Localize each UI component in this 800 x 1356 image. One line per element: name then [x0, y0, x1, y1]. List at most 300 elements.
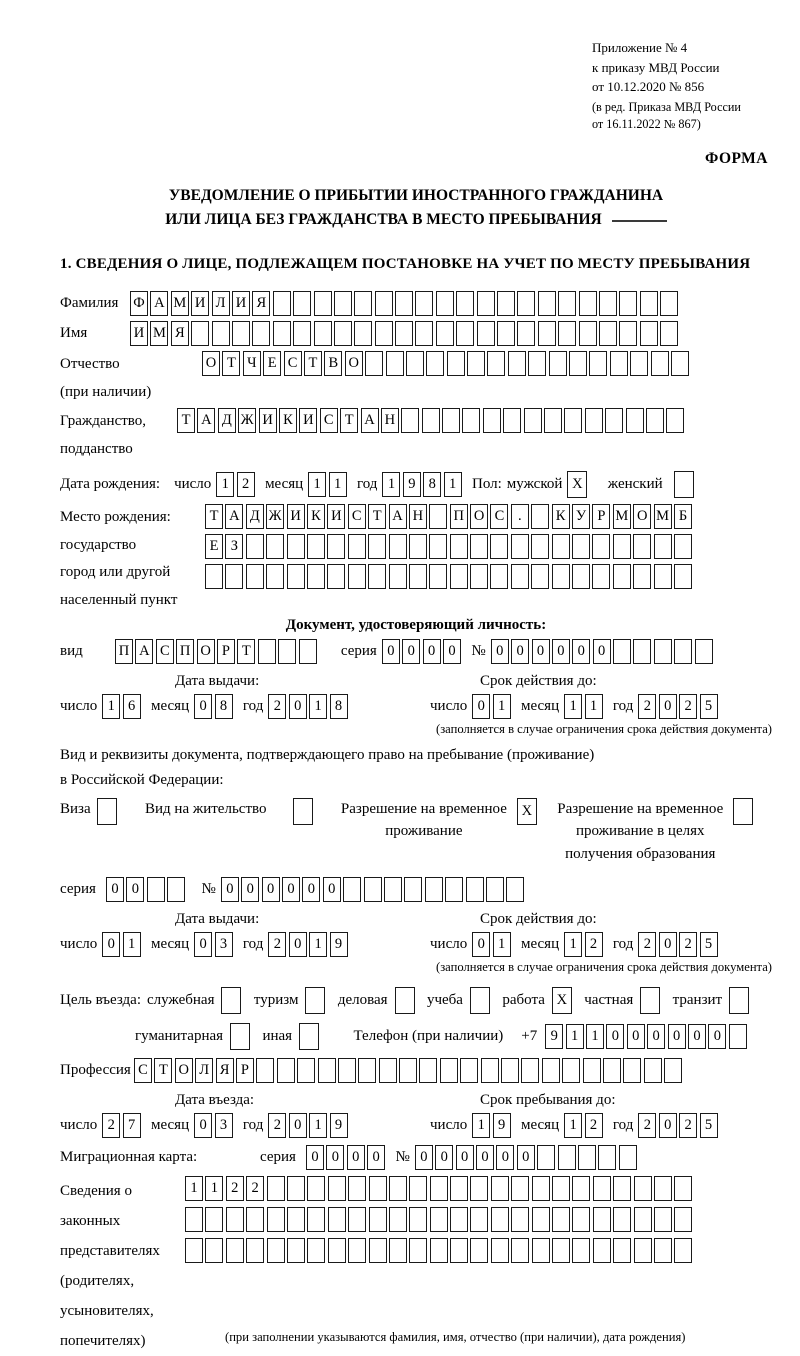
char-box[interactable] — [532, 1238, 550, 1263]
char-box[interactable]: 6 — [123, 694, 141, 719]
char-box[interactable] — [501, 1058, 519, 1083]
char-box[interactable]: 0 — [708, 1024, 726, 1049]
char-box[interactable]: 0 — [289, 694, 307, 719]
char-box[interactable] — [599, 291, 617, 316]
char-box[interactable] — [287, 564, 305, 589]
char-box[interactable]: X — [517, 798, 537, 825]
char-box[interactable]: П — [450, 504, 468, 529]
char-box[interactable]: П — [115, 639, 133, 664]
char-box[interactable]: И — [327, 504, 345, 529]
char-box[interactable] — [354, 291, 372, 316]
char-box[interactable]: И — [299, 408, 317, 433]
char-box[interactable] — [654, 564, 672, 589]
char-box[interactable] — [307, 1207, 325, 1232]
char-box[interactable] — [267, 1176, 285, 1201]
char-box[interactable] — [511, 564, 529, 589]
char-box[interactable] — [558, 291, 576, 316]
other-checkbox[interactable] — [299, 1023, 321, 1050]
char-box[interactable]: С — [348, 504, 366, 529]
char-box[interactable] — [334, 291, 352, 316]
char-box[interactable]: 2 — [638, 1113, 656, 1138]
doc-series-input[interactable] — [382, 639, 464, 664]
char-box[interactable]: 1 — [564, 932, 582, 957]
birth-day-input[interactable] — [216, 472, 257, 497]
char-box[interactable] — [267, 1238, 285, 1263]
char-box[interactable] — [365, 351, 383, 376]
char-box[interactable]: С — [284, 351, 302, 376]
char-box[interactable] — [327, 564, 345, 589]
char-box[interactable] — [490, 564, 508, 589]
char-box[interactable] — [185, 1207, 203, 1232]
char-box[interactable] — [246, 534, 264, 559]
residence-expiry-day-input[interactable] — [472, 932, 513, 957]
char-box[interactable]: 1 — [493, 694, 511, 719]
char-box[interactable] — [225, 564, 243, 589]
char-box[interactable] — [593, 1176, 611, 1201]
char-box[interactable] — [619, 321, 637, 346]
char-box[interactable] — [634, 1238, 652, 1263]
char-box[interactable] — [456, 291, 474, 316]
char-box[interactable]: 1 — [205, 1176, 223, 1201]
char-box[interactable] — [613, 1207, 631, 1232]
char-box[interactable]: X — [567, 471, 587, 498]
char-box[interactable]: Р — [236, 1058, 254, 1083]
char-box[interactable] — [375, 291, 393, 316]
char-box[interactable]: 1 — [382, 472, 400, 497]
char-box[interactable]: Р — [592, 504, 610, 529]
char-box[interactable]: 0 — [627, 1024, 645, 1049]
residence-series-input[interactable] — [106, 877, 188, 902]
char-box[interactable] — [613, 564, 631, 589]
char-box[interactable]: Т — [368, 504, 386, 529]
char-box[interactable] — [511, 1238, 529, 1263]
char-box[interactable] — [429, 564, 447, 589]
residence-issue-day-input[interactable] — [102, 932, 143, 957]
char-box[interactable] — [654, 1176, 672, 1201]
char-box[interactable] — [430, 1176, 448, 1201]
char-box[interactable]: Т — [304, 351, 322, 376]
work-checkbox[interactable] — [552, 987, 574, 1014]
char-box[interactable] — [147, 877, 165, 902]
char-box[interactable]: 1 — [566, 1024, 584, 1049]
char-box[interactable] — [266, 534, 284, 559]
char-box[interactable] — [544, 408, 562, 433]
char-box[interactable]: 0 — [472, 694, 490, 719]
char-box[interactable] — [384, 877, 402, 902]
char-box[interactable] — [552, 1238, 570, 1263]
char-box[interactable] — [369, 1238, 387, 1263]
char-box[interactable]: 1 — [329, 472, 347, 497]
char-box[interactable] — [389, 564, 407, 589]
char-box[interactable] — [185, 1238, 203, 1263]
male-checkbox[interactable] — [567, 471, 589, 498]
char-box[interactable]: К — [279, 408, 297, 433]
char-box[interactable] — [599, 321, 617, 346]
char-box[interactable] — [436, 321, 454, 346]
char-box[interactable] — [524, 408, 542, 433]
issue-month-input[interactable] — [194, 694, 235, 719]
char-box[interactable]: 2 — [268, 694, 286, 719]
char-box[interactable] — [552, 564, 570, 589]
char-box[interactable] — [549, 351, 567, 376]
patronymic-input[interactable] — [202, 351, 691, 376]
char-box[interactable]: 5 — [700, 1113, 718, 1138]
char-box[interactable] — [572, 1176, 590, 1201]
char-box[interactable] — [252, 321, 270, 346]
char-box[interactable] — [419, 1058, 437, 1083]
char-box[interactable]: Б — [674, 504, 692, 529]
char-box[interactable] — [450, 1207, 468, 1232]
char-box[interactable]: И — [259, 408, 277, 433]
char-box[interactable] — [470, 1176, 488, 1201]
char-box[interactable] — [401, 408, 419, 433]
residence-permit-checkbox[interactable] — [293, 798, 315, 825]
char-box[interactable] — [430, 1207, 448, 1232]
char-box[interactable] — [619, 291, 637, 316]
char-box[interactable] — [491, 1238, 509, 1263]
profession-input[interactable] — [134, 1058, 685, 1083]
char-box[interactable] — [660, 321, 678, 346]
char-box[interactable]: 8 — [330, 694, 348, 719]
char-box[interactable] — [633, 639, 651, 664]
char-box[interactable] — [415, 321, 433, 346]
char-box[interactable] — [232, 321, 250, 346]
char-box[interactable] — [654, 639, 672, 664]
char-box[interactable] — [511, 534, 529, 559]
char-box[interactable] — [267, 1207, 285, 1232]
char-box[interactable] — [389, 1238, 407, 1263]
char-box[interactable] — [633, 534, 651, 559]
char-box[interactable] — [613, 1176, 631, 1201]
char-box[interactable]: 0 — [194, 1113, 212, 1138]
char-box[interactable]: 2 — [268, 932, 286, 957]
transit-checkbox[interactable] — [729, 987, 751, 1014]
char-box[interactable] — [389, 1176, 407, 1201]
char-box[interactable]: 0 — [443, 639, 461, 664]
char-box[interactable] — [579, 321, 597, 346]
char-box[interactable] — [542, 1058, 560, 1083]
char-box[interactable] — [490, 534, 508, 559]
char-box[interactable]: 0 — [241, 877, 259, 902]
stay-day-input[interactable] — [472, 1113, 513, 1138]
char-box[interactable] — [97, 798, 117, 825]
char-box[interactable]: А — [361, 408, 379, 433]
char-box[interactable]: 0 — [323, 877, 341, 902]
char-box[interactable] — [348, 1207, 366, 1232]
char-box[interactable]: 5 — [700, 932, 718, 957]
char-box[interactable] — [583, 1058, 601, 1083]
char-box[interactable] — [532, 1176, 550, 1201]
char-box[interactable]: 0 — [262, 877, 280, 902]
char-box[interactable] — [299, 1023, 319, 1050]
char-box[interactable] — [277, 1058, 295, 1083]
char-box[interactable] — [307, 564, 325, 589]
char-box[interactable]: О — [202, 351, 220, 376]
char-box[interactable] — [318, 1058, 336, 1083]
char-box[interactable] — [442, 408, 460, 433]
char-box[interactable]: 7 — [123, 1113, 141, 1138]
char-box[interactable] — [328, 1207, 346, 1232]
representatives-input-1[interactable] — [185, 1176, 695, 1201]
char-box[interactable]: 0 — [517, 1145, 535, 1170]
char-box[interactable] — [470, 987, 490, 1014]
char-box[interactable] — [477, 321, 495, 346]
char-box[interactable] — [674, 1238, 692, 1263]
char-box[interactable] — [521, 1058, 539, 1083]
char-box[interactable] — [334, 321, 352, 346]
residence-expiry-month-input[interactable] — [564, 932, 605, 957]
char-box[interactable] — [287, 534, 305, 559]
char-box[interactable] — [497, 321, 515, 346]
char-box[interactable] — [287, 1176, 305, 1201]
char-box[interactable] — [552, 1176, 570, 1201]
char-box[interactable] — [415, 291, 433, 316]
birth-year-input[interactable] — [382, 472, 464, 497]
char-box[interactable]: И — [232, 291, 250, 316]
char-box[interactable]: О — [633, 504, 651, 529]
birthplace-input-2[interactable] — [205, 534, 694, 559]
char-box[interactable] — [395, 321, 413, 346]
char-box[interactable] — [532, 1207, 550, 1232]
expiry-year-input[interactable] — [638, 694, 720, 719]
expiry-day-input[interactable] — [472, 694, 513, 719]
stay-year-input[interactable] — [638, 1113, 720, 1138]
char-box[interactable] — [212, 321, 230, 346]
char-box[interactable] — [593, 1207, 611, 1232]
birth-month-input[interactable] — [308, 472, 349, 497]
char-box[interactable]: 3 — [215, 932, 233, 957]
residence-expiry-year-input[interactable] — [638, 932, 720, 957]
char-box[interactable] — [293, 291, 311, 316]
char-box[interactable]: Р — [217, 639, 235, 664]
char-box[interactable]: О — [197, 639, 215, 664]
char-box[interactable] — [348, 1176, 366, 1201]
char-box[interactable]: 0 — [402, 639, 420, 664]
char-box[interactable] — [531, 564, 549, 589]
surname-input[interactable] — [130, 291, 681, 316]
char-box[interactable]: Н — [409, 504, 427, 529]
char-box[interactable] — [470, 564, 488, 589]
char-box[interactable]: 9 — [330, 1113, 348, 1138]
char-box[interactable] — [654, 1207, 672, 1232]
char-box[interactable]: 2 — [585, 932, 603, 957]
doc-number-input[interactable] — [491, 639, 715, 664]
char-box[interactable] — [486, 877, 504, 902]
char-box[interactable]: 0 — [572, 639, 590, 664]
char-box[interactable] — [660, 291, 678, 316]
char-box[interactable] — [470, 1238, 488, 1263]
char-box[interactable] — [674, 1207, 692, 1232]
char-box[interactable] — [569, 351, 587, 376]
char-box[interactable] — [562, 1058, 580, 1083]
private-checkbox[interactable] — [640, 987, 662, 1014]
char-box[interactable] — [422, 408, 440, 433]
char-box[interactable]: 2 — [638, 694, 656, 719]
char-box[interactable]: У — [572, 504, 590, 529]
char-box[interactable] — [462, 408, 480, 433]
char-box[interactable]: 1 — [444, 472, 462, 497]
char-box[interactable]: 1 — [123, 932, 141, 957]
char-box[interactable]: И — [287, 504, 305, 529]
char-box[interactable] — [477, 291, 495, 316]
humanitarian-checkbox[interactable] — [230, 1023, 252, 1050]
char-box[interactable]: М — [654, 504, 672, 529]
char-box[interactable] — [651, 351, 669, 376]
char-box[interactable]: 0 — [552, 639, 570, 664]
char-box[interactable] — [592, 564, 610, 589]
char-box[interactable] — [572, 1207, 590, 1232]
char-box[interactable]: Е — [263, 351, 281, 376]
char-box[interactable] — [426, 351, 444, 376]
char-box[interactable] — [230, 1023, 250, 1050]
issue-year-input[interactable] — [268, 694, 350, 719]
char-box[interactable]: М — [150, 321, 168, 346]
char-box[interactable] — [307, 1238, 325, 1263]
char-box[interactable] — [258, 639, 276, 664]
char-box[interactable] — [348, 534, 366, 559]
char-box[interactable]: 0 — [491, 639, 509, 664]
char-box[interactable] — [585, 408, 603, 433]
char-box[interactable] — [626, 408, 644, 433]
citizenship-input[interactable] — [177, 408, 687, 433]
char-box[interactable] — [368, 564, 386, 589]
char-box[interactable] — [409, 564, 427, 589]
char-box[interactable] — [287, 1207, 305, 1232]
char-box[interactable] — [293, 798, 313, 825]
char-box[interactable]: 0 — [289, 1113, 307, 1138]
char-box[interactable]: . — [511, 504, 529, 529]
expiry-month-input[interactable] — [564, 694, 605, 719]
char-box[interactable]: 0 — [688, 1024, 706, 1049]
char-box[interactable]: Д — [246, 504, 264, 529]
char-box[interactable]: 0 — [415, 1145, 433, 1170]
char-box[interactable] — [598, 1145, 616, 1170]
char-box[interactable] — [399, 1058, 417, 1083]
char-box[interactable] — [450, 1238, 468, 1263]
char-box[interactable]: 0 — [326, 1145, 344, 1170]
char-box[interactable]: 0 — [306, 1145, 324, 1170]
char-box[interactable] — [348, 1238, 366, 1263]
char-box[interactable]: 0 — [289, 932, 307, 957]
char-box[interactable] — [470, 1207, 488, 1232]
char-box[interactable] — [646, 408, 664, 433]
char-box[interactable]: 0 — [659, 1113, 677, 1138]
char-box[interactable] — [671, 351, 689, 376]
char-box[interactable]: 0 — [106, 877, 124, 902]
char-box[interactable]: 0 — [282, 877, 300, 902]
char-box[interactable] — [409, 534, 427, 559]
char-box[interactable] — [409, 1176, 427, 1201]
char-box[interactable] — [592, 534, 610, 559]
char-box[interactable] — [266, 564, 284, 589]
char-box[interactable]: 0 — [606, 1024, 624, 1049]
char-box[interactable]: 0 — [476, 1145, 494, 1170]
char-box[interactable]: 0 — [221, 877, 239, 902]
char-box[interactable] — [348, 564, 366, 589]
char-box[interactable] — [564, 408, 582, 433]
char-box[interactable]: А — [135, 639, 153, 664]
char-box[interactable] — [531, 534, 549, 559]
char-box[interactable] — [619, 1145, 637, 1170]
char-box[interactable]: Ч — [243, 351, 261, 376]
char-box[interactable]: Д — [218, 408, 236, 433]
char-box[interactable]: 2 — [679, 694, 697, 719]
char-box[interactable] — [226, 1238, 244, 1263]
char-box[interactable]: 9 — [330, 932, 348, 957]
char-box[interactable] — [666, 408, 684, 433]
char-box[interactable] — [630, 351, 648, 376]
char-box[interactable]: К — [552, 504, 570, 529]
char-box[interactable]: 8 — [215, 694, 233, 719]
char-box[interactable] — [528, 351, 546, 376]
char-box[interactable]: 8 — [423, 472, 441, 497]
char-box[interactable]: О — [175, 1058, 193, 1083]
char-box[interactable]: А — [389, 504, 407, 529]
char-box[interactable] — [406, 351, 424, 376]
char-box[interactable] — [640, 321, 658, 346]
char-box[interactable] — [491, 1207, 509, 1232]
char-box[interactable]: В — [324, 351, 342, 376]
char-box[interactable] — [389, 1207, 407, 1232]
char-box[interactable]: 2 — [226, 1176, 244, 1201]
char-box[interactable] — [538, 291, 556, 316]
temp-residence-checkbox[interactable] — [517, 798, 539, 825]
char-box[interactable] — [654, 534, 672, 559]
migration-number-input[interactable] — [415, 1145, 639, 1170]
char-box[interactable] — [389, 534, 407, 559]
char-box[interactable] — [328, 1176, 346, 1201]
char-box[interactable] — [579, 291, 597, 316]
char-box[interactable] — [429, 534, 447, 559]
char-box[interactable] — [246, 1238, 264, 1263]
char-box[interactable] — [429, 504, 447, 529]
char-box[interactable] — [314, 291, 332, 316]
char-box[interactable]: 0 — [511, 639, 529, 664]
char-box[interactable]: 2 — [268, 1113, 286, 1138]
char-box[interactable]: 0 — [472, 932, 490, 957]
char-box[interactable] — [221, 987, 241, 1014]
char-box[interactable] — [450, 534, 468, 559]
char-box[interactable] — [470, 534, 488, 559]
char-box[interactable] — [729, 987, 749, 1014]
char-box[interactable] — [664, 1058, 682, 1083]
char-box[interactable]: 0 — [659, 932, 677, 957]
char-box[interactable] — [273, 321, 291, 346]
char-box[interactable]: 0 — [456, 1145, 474, 1170]
char-box[interactable]: Н — [381, 408, 399, 433]
char-box[interactable] — [578, 1145, 596, 1170]
char-box[interactable]: С — [156, 639, 174, 664]
char-box[interactable] — [654, 1238, 672, 1263]
char-box[interactable] — [293, 321, 311, 346]
char-box[interactable]: 0 — [659, 694, 677, 719]
char-box[interactable] — [343, 877, 361, 902]
char-box[interactable] — [404, 877, 422, 902]
char-box[interactable] — [483, 408, 501, 433]
char-box[interactable] — [531, 504, 549, 529]
char-box[interactable] — [307, 534, 325, 559]
char-box[interactable]: К — [307, 504, 325, 529]
char-box[interactable]: 9 — [493, 1113, 511, 1138]
char-box[interactable] — [605, 408, 623, 433]
char-box[interactable]: Ж — [238, 408, 256, 433]
char-box[interactable] — [299, 639, 317, 664]
issue-day-input[interactable] — [102, 694, 143, 719]
char-box[interactable]: 5 — [700, 694, 718, 719]
char-box[interactable] — [440, 1058, 458, 1083]
char-box[interactable]: 0 — [423, 639, 441, 664]
char-box[interactable] — [610, 351, 628, 376]
